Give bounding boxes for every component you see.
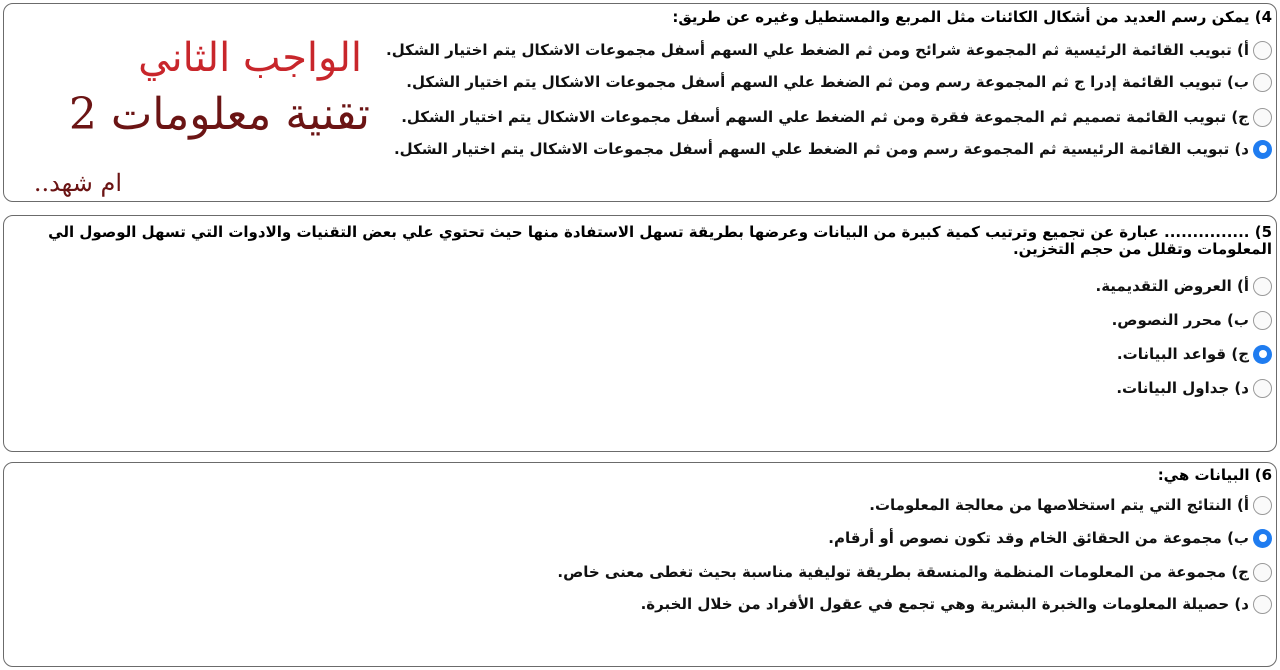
- option-label: ج) قواعد البيانات.: [1116, 345, 1249, 363]
- option-label: أ) النتائج التي يتم استخلاصها من معالجة المعلومات.: [869, 496, 1249, 514]
- question-card-6: [3, 462, 1277, 667]
- radio-unchecked-icon[interactable]: [1253, 595, 1272, 614]
- radio-unchecked-icon[interactable]: [1253, 108, 1272, 127]
- option-label: ب) محرر النصوص.: [1111, 311, 1249, 329]
- radio-unchecked-icon[interactable]: [1253, 563, 1272, 582]
- radio-unchecked-icon[interactable]: [1253, 311, 1272, 330]
- option-d[interactable]: [1116, 376, 1272, 400]
- option-c[interactable]: [1117, 342, 1272, 366]
- option-label: ب) مجموعة من الحقائق الخام وقد تكون نصوص أو أرقام.: [828, 529, 1249, 547]
- option-label: أ) العروض التقديمية.: [1095, 277, 1249, 295]
- option-label: ج) مجموعة من المعلومات المنظمة والمنسقة بطريقة توليفية مناسبة بحيث تغطى معنى خاص.: [557, 563, 1249, 581]
- option-label: ب) تبويب القائمة إدرا ج ثم المجموعة رسم ومن ثم الضغط علي السهم أسفل مجموعات الاشكال يتم اختيار الشكل.: [406, 73, 1249, 91]
- option-label: د) تبويب القائمة الرئيسية ثم المجموعة رسم ومن ثم الضغط علي السهم أسفل مجموعات الاشكال يتم اختيار الشكل.: [393, 140, 1249, 158]
- radio-unchecked-icon[interactable]: [1253, 73, 1272, 92]
- radio-unchecked-icon[interactable]: [1253, 496, 1272, 515]
- radio-checked-icon[interactable]: [1253, 529, 1272, 548]
- option-b[interactable]: [406, 70, 1272, 94]
- radio-checked-icon[interactable]: [1253, 140, 1272, 159]
- option-a[interactable]: [1096, 274, 1272, 298]
- option-b[interactable]: [828, 526, 1272, 550]
- option-d[interactable]: [394, 137, 1272, 161]
- option-label: د) حصيلة المعلومات والخبرة البشرية وهي تجمع في عقول الأفراد من خلال الخبرة.: [640, 595, 1249, 613]
- assignment-title: الواجب الثاني: [138, 35, 362, 81]
- radio-checked-icon[interactable]: [1253, 345, 1272, 364]
- question-text: 5) ............... عبارة عن تجميع وترتيب كمية كبيرة من البيانات وعرضها بطريقة تسهل الاستفادة منها حيث تحتوي علي بعض التقنيات والادوات التي تسهل الوصول الي المعلومات وتقلل من حجم التخزين.: [48, 223, 1272, 258]
- option-c[interactable]: [401, 105, 1272, 129]
- radio-unchecked-icon[interactable]: [1253, 379, 1272, 398]
- option-c[interactable]: [557, 560, 1272, 584]
- option-label: د) جداول البيانات.: [1116, 379, 1249, 397]
- option-label: ج) تبويب القائمة تصميم ثم المجموعة فقرة ومن ثم الضغط علي السهم أسفل مجموعات الاشكال يتم اختيار الشكل.: [401, 108, 1249, 126]
- question-text: 4) يمكن رسم العديد من أشكال الكائنات مثل المربع والمستطيل وغيره عن طريق:: [672, 8, 1272, 26]
- option-a[interactable]: [869, 493, 1272, 517]
- radio-unchecked-icon[interactable]: [1253, 277, 1272, 296]
- radio-unchecked-icon[interactable]: [1253, 41, 1272, 60]
- option-label: أ) تبويب القائمة الرئيسية ثم المجموعة شرائح ومن ثم الضغط علي السهم أسفل مجموعات الاشكال يتم اختيار الشكل.: [386, 41, 1249, 59]
- option-a[interactable]: [386, 38, 1272, 62]
- author-signature: ام شهد..: [33, 169, 122, 197]
- option-d[interactable]: [641, 592, 1272, 616]
- option-b[interactable]: [1112, 308, 1272, 332]
- question-text: 6) البيانات هي:: [1157, 466, 1272, 484]
- question-card-5: [3, 215, 1277, 452]
- subject-title: تقنية معلومات 2: [68, 89, 370, 140]
